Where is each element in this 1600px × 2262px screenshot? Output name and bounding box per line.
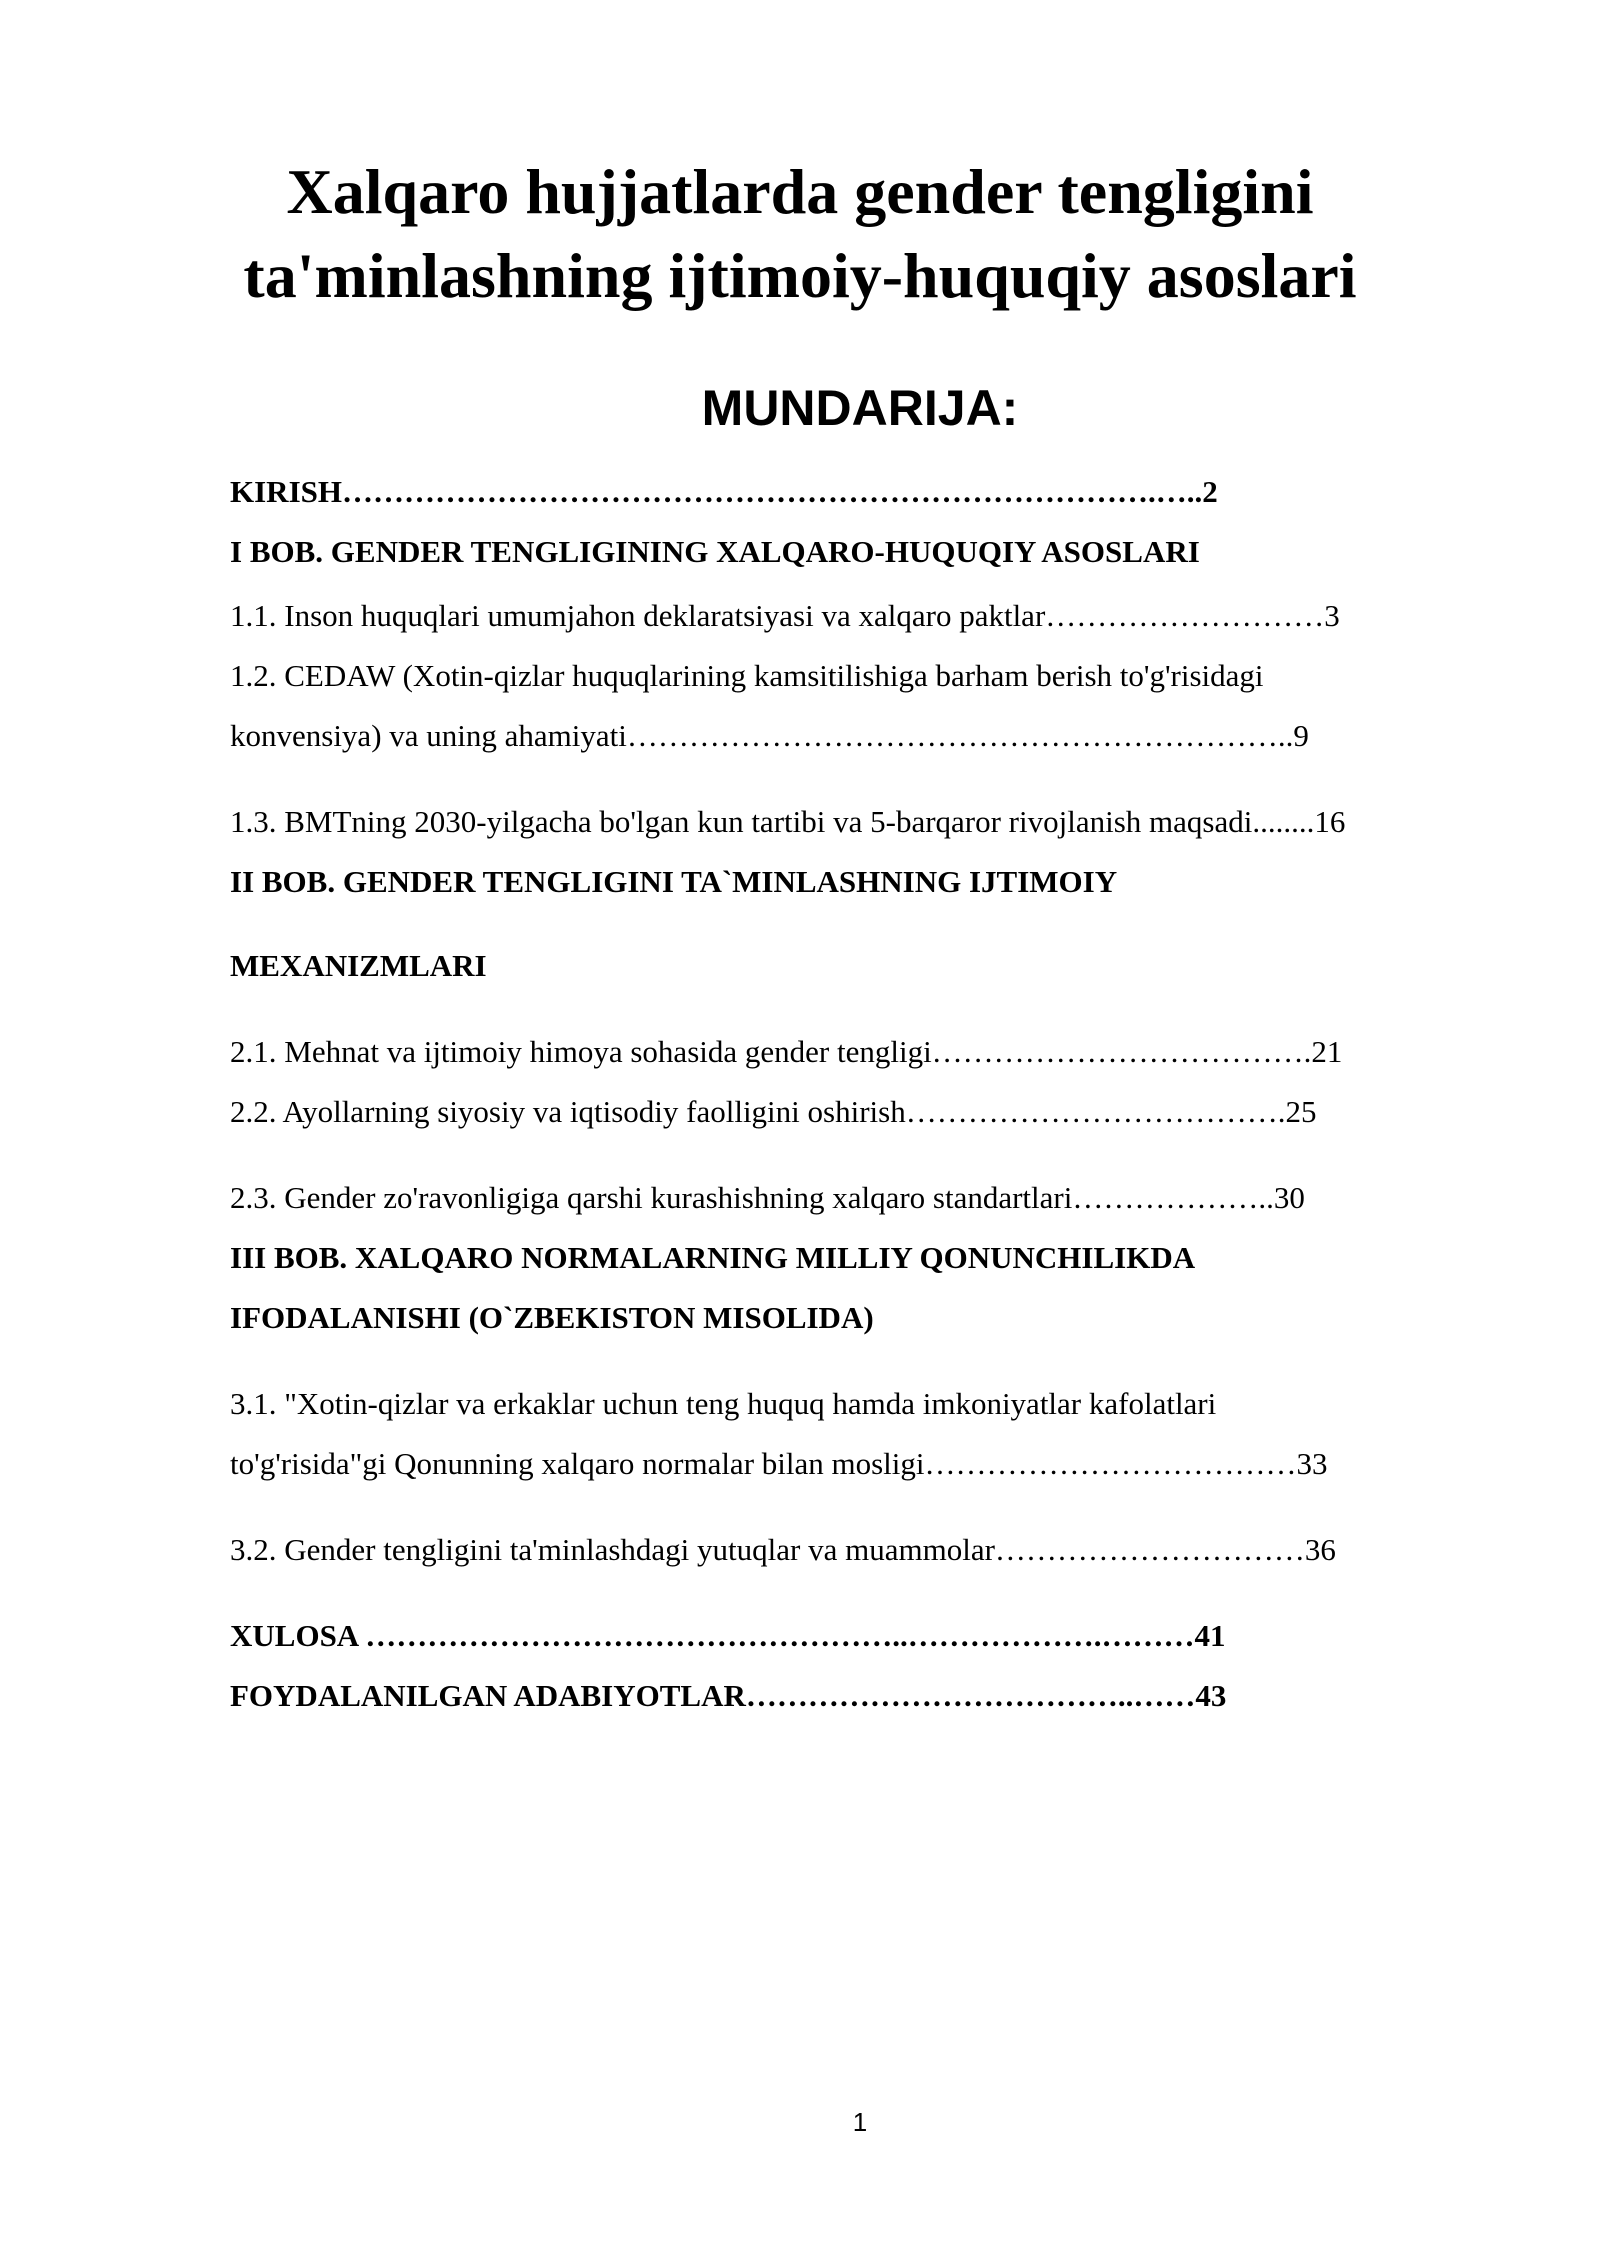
toc-chapter-3-line-2: IFODALANISHI (O`ZBEKISTON MISOLIDA) — [230, 1300, 874, 1335]
toc-entry-kirish: KIRISH…………………………………………………………………….…..2 — [230, 474, 1218, 509]
toc-entry-3-1-line-1: 3.1. "Xotin-qizlar va erkaklar uchun teng huquq hamda imkoniyatlar kafolatlari — [230, 1386, 1217, 1421]
toc-entry-2-2: 2.2. Ayollarning siyosiy va iqtisodiy faolligini oshirish……………………………….25 — [230, 1094, 1317, 1129]
toc-entry-2-3: 2.3. Gender zo'ravonligiga qarshi kurashishning xalqaro standartlari………………..30 — [230, 1180, 1305, 1215]
page-number: 1 — [852, 2107, 868, 2137]
toc-chapter-2-line-2: MEXANIZMLARI — [230, 948, 487, 983]
toc-entry-1-3: 1.3. BMTning 2030-yilgacha bo'lgan kun tartibi va 5-barqaror rivojlanish maqsadi........16 — [230, 804, 1346, 839]
document-title-line-1: Xalqaro hujjatlarda gender tengligini — [286, 156, 1314, 227]
document-title-line-2: ta'minlashning ijtimoiy-huquqiy asoslari — [243, 240, 1357, 311]
toc-chapter-1: I BOB. GENDER TENGLIGINING XALQARO-HUQUQIY ASOSLARI — [230, 534, 1200, 569]
toc-entry-2-1: 2.1. Mehnat va ijtimoiy himoya sohasida gender tengligi……………………………….21 — [230, 1034, 1343, 1069]
toc-entry-1-2-line-1: 1.2. CEDAW (Xotin-qizlar huquqlarining kamsitilishiga barham berish to'g'risidagi — [230, 658, 1264, 693]
toc-chapter-2-line-1: II BOB. GENDER TENGLIGINI TA`MINLASHNING IJTIMOIY — [230, 864, 1118, 899]
toc-entry-adabiyotlar: FOYDALANILGAN ADABIYOTLAR………………………………..……43 — [230, 1678, 1227, 1713]
toc-entry-3-2: 3.2. Gender tengligini ta'minlashdagi yutuqlar va muammolar…………………………36 — [230, 1532, 1336, 1567]
toc-entry-xulosa: XULOSA ……………………………………………..……………….………41 — [230, 1618, 1226, 1653]
toc-entry-1-2-line-2: konvensiya) va uning ahamiyati………………………………………………………..9 — [230, 718, 1309, 753]
toc-heading: MUNDARIJA: — [701, 380, 1019, 436]
toc-chapter-3-line-1: III BOB. XALQARO NORMALARNING MILLIY QONUNCHILIKDA — [230, 1240, 1196, 1275]
toc-entry-3-1-line-2: to'g'risida"gi Qonunning xalqaro normalar bilan mosligi………………………………33 — [230, 1446, 1328, 1481]
toc-entry-1-1: 1.1. Inson huquqlari umumjahon deklaratsiyasi va xalqaro paktlar………………………3 — [230, 598, 1340, 633]
document-title — [0, 150, 1600, 318]
